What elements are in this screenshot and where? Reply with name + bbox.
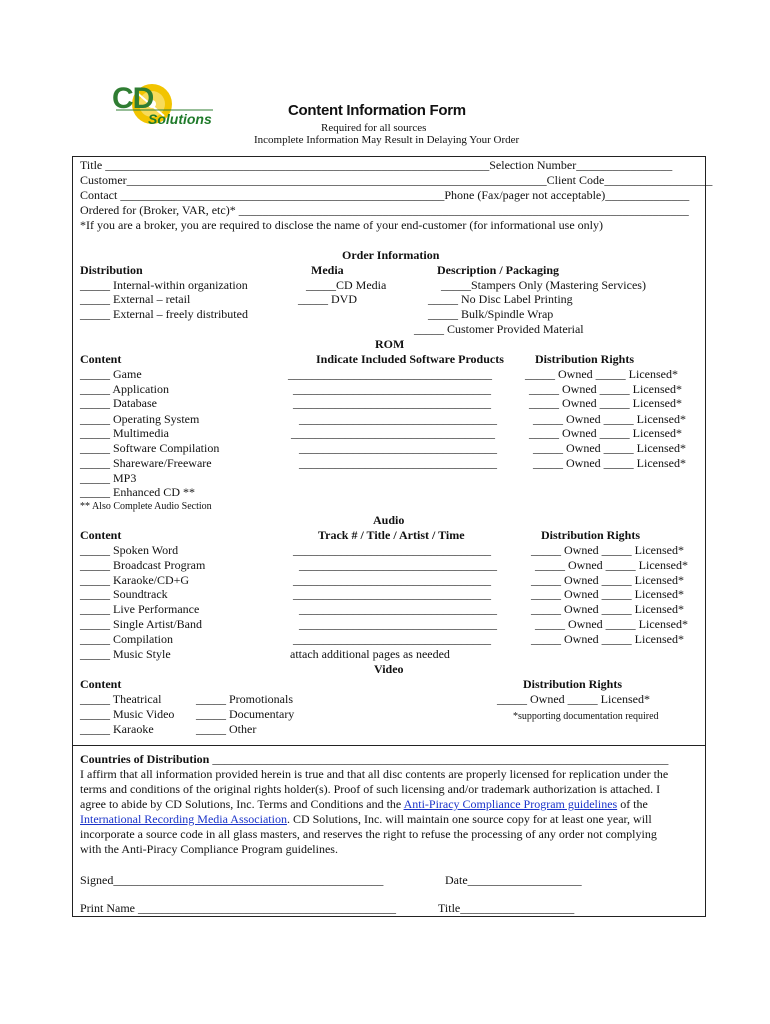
rom-content-option[interactable]: _____ Multimedia: [80, 426, 169, 440]
distribution-heading: Distribution: [80, 263, 143, 277]
affirmation-line: terms and conditions of the original rights holder(s). Proof of such licensing and/or trademark authorization is attached. I: [80, 782, 661, 796]
packaging-option[interactable]: _____ Bulk/Spindle Wrap: [428, 307, 554, 321]
distribution-option[interactable]: _____ Internal-within organization: [80, 278, 248, 292]
affirmation-line: incorporate a source code in all glass masters, and reserves the right to refuse the processing of any order not complying: [80, 827, 657, 841]
rom-software-line[interactable]: __________________________________: [291, 426, 495, 440]
audio-rights-option[interactable]: _____ Owned _____ Licensed*: [531, 543, 684, 557]
logo-solutions-text: Solutions: [148, 111, 212, 127]
ordered-for-field[interactable]: Ordered for (Broker, VAR, etc)* ___________________________________________________________________________: [80, 203, 689, 217]
audio-rights-option[interactable]: _____ Owned _____ Licensed*: [535, 558, 688, 572]
form-title: Content Information Form: [288, 102, 466, 119]
customer-field[interactable]: Customer______________________________________________________________________Client Code__________________: [80, 173, 713, 187]
packaging-option[interactable]: _____ Customer Provided Material: [414, 322, 584, 336]
attach-pages-note: attach additional pages as needed: [290, 647, 450, 661]
company-logo: [108, 80, 218, 132]
audio-track-line[interactable]: _________________________________: [299, 558, 497, 572]
rom-content-option[interactable]: _____ Shareware/Freeware: [80, 456, 212, 470]
rom-software-line[interactable]: _________________________________: [299, 456, 497, 470]
audio-track-line[interactable]: _________________________________: [299, 602, 497, 616]
audio-rights-heading: Distribution Rights: [541, 528, 641, 542]
rom-software-line[interactable]: _________________________________: [299, 441, 497, 455]
audio-track-line[interactable]: _________________________________: [293, 587, 491, 601]
subtitle-required: Required for all sources: [321, 122, 427, 134]
audio-content-option[interactable]: _____ Spoken Word: [80, 543, 179, 557]
title-field[interactable]: Title ________________________________________________________________Selection Number________________: [80, 158, 673, 172]
divider-line: [72, 745, 706, 746]
audio-content-option[interactable]: _____ Music Style: [80, 647, 171, 661]
affirmation-text: of the: [617, 797, 648, 811]
audio-section-note: ** Also Complete Audio Section: [80, 501, 212, 512]
audio-track-line[interactable]: _________________________________: [293, 543, 491, 557]
rom-content-heading: Content: [80, 352, 122, 366]
countries-label: Countries of Distribution: [80, 752, 210, 766]
rom-heading: ROM: [375, 337, 405, 351]
subtitle-incomplete: Incomplete Information May Result in Delaying Your Order: [254, 134, 520, 146]
video-content-option[interactable]: _____ Theatrical: [80, 692, 162, 706]
audio-content-option[interactable]: _____ Broadcast Program: [80, 558, 206, 572]
affirmation-line: [80, 812, 652, 827]
title-sign-field[interactable]: Title___________________: [438, 901, 575, 915]
countries-field[interactable]: [80, 752, 668, 767]
rom-rights-option[interactable]: _____ Owned _____ Licensed*: [529, 426, 682, 440]
media-option[interactable]: _____ DVD: [298, 292, 357, 306]
rom-content-option[interactable]: _____ MP3: [80, 471, 137, 485]
affirmation-line: with the Anti-Piracy Compliance Program guidelines.: [80, 842, 338, 856]
rom-software-heading: Indicate Included Software Products: [316, 352, 504, 366]
distribution-option[interactable]: _____ External – freely distributed: [80, 307, 248, 321]
audio-track-line[interactable]: _________________________________: [299, 617, 497, 631]
video-rights-heading: Distribution Rights: [523, 677, 623, 691]
audio-content-option[interactable]: _____ Karaoke/CD+G: [80, 573, 190, 587]
broker-note: *If you are a broker, you are required to disclose the name of your end-customer (for informational use only): [80, 218, 604, 232]
rom-content-option[interactable]: _____ Application: [80, 382, 169, 396]
audio-content-option[interactable]: _____ Single Artist/Band: [80, 617, 203, 631]
description-heading: Description / Packaging: [437, 263, 559, 277]
audio-rights-option[interactable]: _____ Owned _____ Licensed*: [535, 617, 688, 631]
video-content-option[interactable]: _____ Other: [196, 722, 257, 736]
rom-rights-heading: Distribution Rights: [535, 352, 635, 366]
print-name-field[interactable]: Print Name ___________________________________________: [80, 901, 396, 915]
rom-content-option[interactable]: _____ Game: [80, 367, 142, 381]
rom-content-option[interactable]: _____ Database: [80, 396, 157, 410]
video-content-option[interactable]: _____ Documentary: [196, 707, 295, 721]
packaging-option[interactable]: _____ No Disc Label Printing: [428, 292, 573, 306]
audio-content-option[interactable]: _____ Live Performance: [80, 602, 200, 616]
rom-software-line[interactable]: _________________________________: [293, 382, 491, 396]
contact-field[interactable]: Contact ______________________________________________________Phone (Fax/pager not acceptable)______________: [80, 188, 690, 202]
affirmation-line: I affirm that all information provided herein is true and that all disc contents are properly licensed for replication under the: [80, 767, 669, 781]
distribution-option[interactable]: _____ External – retail: [80, 292, 191, 306]
packaging-option[interactable]: _____Stampers Only (Mastering Services): [441, 278, 646, 292]
video-rights-option[interactable]: _____ Owned _____ Licensed*: [497, 692, 650, 706]
video-content-option[interactable]: _____ Karaoke: [80, 722, 154, 736]
video-content-option[interactable]: _____ Promotionals: [196, 692, 294, 706]
audio-track-line[interactable]: _________________________________: [293, 573, 491, 587]
date-field[interactable]: Date___________________: [445, 873, 582, 887]
audio-rights-option[interactable]: _____ Owned _____ Licensed*: [531, 602, 684, 616]
supporting-docs-note: *supporting documentation required: [513, 711, 659, 722]
rom-content-option[interactable]: _____ Software Compilation: [80, 441, 220, 455]
countries-line: ____________________________________________________________________________: [209, 752, 669, 766]
audio-content-heading: Content: [80, 528, 122, 542]
rom-rights-option[interactable]: _____ Owned _____ Licensed*: [533, 456, 686, 470]
affirmation-line: [80, 797, 648, 812]
signed-field[interactable]: Signed_____________________________________________: [80, 873, 384, 887]
audio-heading: Audio: [373, 513, 405, 527]
rom-content-option[interactable]: _____ Operating System: [80, 412, 200, 426]
audio-track-line[interactable]: _________________________________: [293, 632, 491, 646]
media-option[interactable]: _____CD Media: [306, 278, 387, 292]
rom-software-line[interactable]: _________________________________: [299, 412, 497, 426]
audio-rights-option[interactable]: _____ Owned _____ Licensed*: [531, 587, 684, 601]
audio-track-heading: Track # / Title / Artist / Time: [318, 528, 465, 542]
audio-content-option[interactable]: _____ Compilation: [80, 632, 173, 646]
anti-piracy-guidelines-link[interactable]: Anti-Piracy Compliance Program guidelines: [403, 797, 618, 811]
video-heading: Video: [374, 662, 404, 676]
audio-rights-option[interactable]: _____ Owned _____ Licensed*: [531, 632, 684, 646]
affirmation-text: . CD Solutions, Inc. will maintain one source copy for at least one year, will: [286, 812, 652, 826]
rom-rights-option[interactable]: _____ Owned _____ Licensed*: [533, 441, 686, 455]
media-heading: Media: [311, 263, 344, 277]
rom-rights-option[interactable]: _____ Owned _____ Licensed*: [529, 382, 682, 396]
rom-content-option[interactable]: _____ Enhanced CD **: [80, 485, 195, 499]
video-content-heading: Content: [80, 677, 122, 691]
affirmation-text: agree to abide by CD Solutions, Inc. Terms and Conditions and the: [80, 797, 404, 811]
audio-rights-option[interactable]: _____ Owned _____ Licensed*: [531, 573, 684, 587]
rom-software-line[interactable]: __________________________________: [288, 367, 492, 381]
rom-rights-option[interactable]: _____ Owned _____ Licensed*: [525, 367, 678, 381]
irma-link[interactable]: International Recording Media Association: [80, 812, 287, 826]
rom-rights-option[interactable]: _____ Owned _____ Licensed*: [533, 412, 686, 426]
order-info-heading: Order Information: [342, 248, 440, 262]
audio-content-option[interactable]: _____ Soundtrack: [80, 587, 168, 601]
logo-cd-text: CD: [112, 82, 154, 115]
video-content-option[interactable]: _____ Music Video: [80, 707, 175, 721]
rom-software-line[interactable]: _________________________________: [293, 396, 491, 410]
rom-rights-option[interactable]: _____ Owned _____ Licensed*: [529, 396, 682, 410]
